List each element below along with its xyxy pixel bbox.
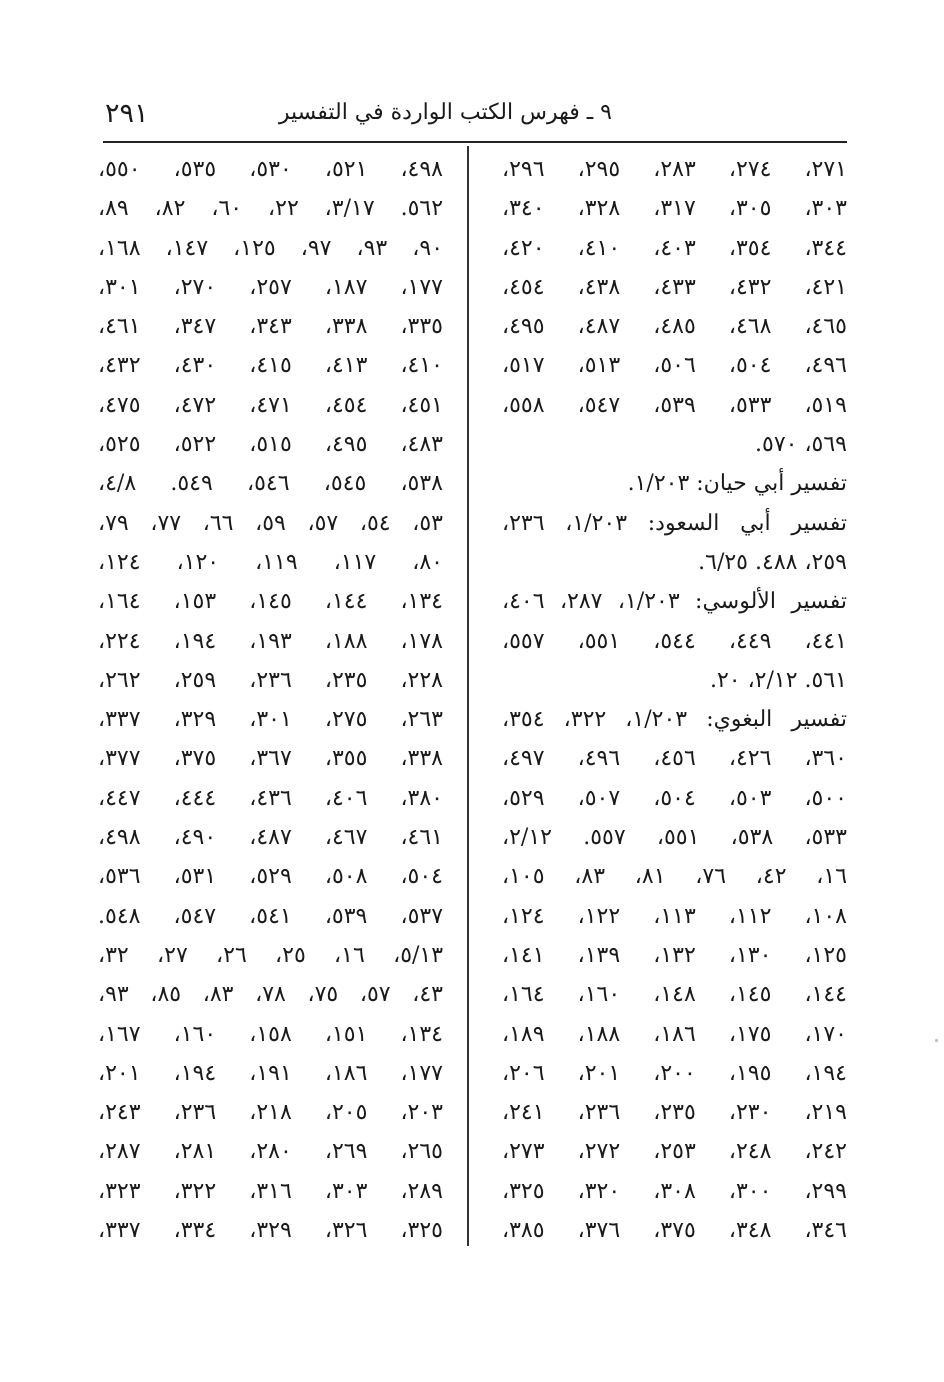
index-line: ٥٦٩، ٥٧٠.: [755, 432, 847, 458]
index-line: ٢٥٩، ٤٨٨. ٦/٢٥.: [698, 549, 847, 575]
index-line: تفسير البغوي: ١/٢٠٣، ٣٢٢، ٣٥٤،: [502, 707, 847, 733]
index-line: ٤٩٨، ٥٢١، ٥٣٠، ٥٣٥، ٥٥٠،: [98, 157, 443, 182]
index-line: ٣٣٥، ٣٣٨، ٣٤٣، ٣٤٧، ٤٦١،: [98, 314, 443, 340]
index-line: ٥٠٠، ٥٠٣، ٥٠٤، ٥٠٧، ٥٢٩،: [502, 785, 847, 811]
index-line: ٨٠، ١١٧، ١١٩، ١٢٠، ١٢٤،: [98, 549, 443, 575]
index-line: تفسير أبي السعود: ١/٢٠٣، ٢٣٦،: [502, 510, 847, 536]
index-line: ٥٠٤، ٥٠٨، ٥٢٩، ٥٣١، ٥٣٦،: [98, 864, 443, 890]
index-line: ٢٢٨، ٢٣٥، ٢٣٦، ٢٥٩، ٢٦٢،: [98, 667, 443, 693]
margin-mark: [935, 1039, 938, 1042]
index-line: ٤٨٣، ٤٩٥، ٥١٥، ٥٢٢، ٥٢٥،: [98, 432, 443, 458]
index-line: ٣٨٠، ٤٠٦، ٤٣٦، ٤٤٤، ٤٤٧،: [98, 785, 443, 811]
header-rule: [103, 141, 847, 143]
index-line: ٥٣٧، ٥٣٩، ٥٤١، ٥٤٧، ٥٤٨.: [98, 903, 443, 929]
index-line: ١٦، ٤٢، ٧٦، ٨١، ٨٣، ١٠٥،: [502, 864, 847, 890]
index-line: ٣٣٨، ٣٥٥، ٣٦٧، ٣٧٥، ٣٧٧،: [98, 746, 443, 772]
index-line: ١٧٠، ١٧٥، ١٨٦، ١٨٨، ١٨٩،: [502, 1021, 847, 1047]
left-column: [98, 150, 443, 1250]
index-line: ٢٦٣، ٢٧٥، ٣٠١، ٣٢٩، ٣٣٧،: [98, 707, 443, 733]
index-line: تفسير أبي حيان: ١/٢٠٣.: [627, 471, 847, 497]
index-line: ١٧٧، ١٨٦، ١٩١، ١٩٤، ٢٠١،: [98, 1060, 443, 1086]
index-line: ٣٦٠، ٤٢٦، ٤٥٦، ٤٩٦، ٤٩٧،: [502, 746, 847, 772]
index-line: ١٩٤، ١٩٥، ٢٠٠، ٢٠١، ٢٠٦،: [502, 1060, 847, 1086]
index-line: ٤١٠، ٤١٣، ٤١٥، ٤٣٠، ٤٣٢،: [98, 353, 443, 379]
index-line: ٤٦٥، ٤٦٨، ٤٨٥، ٤٨٧، ٤٩٥،: [502, 314, 847, 340]
index-line: ٣٤٤، ٣٥٤، ٤٠٣، ٤١٠، ٤٢٠،: [502, 235, 847, 261]
index-line: ٤٥١، ٤٥٤، ٤٧١، ٤٧٢، ٤٧٥،: [98, 392, 443, 418]
index-line: ٢٧١، ٢٧٤، ٢٨٣، ٢٩٥، ٢٩٦،: [502, 157, 847, 182]
index-line: ٣٤٦، ٣٤٨، ٣٧٥، ٣٧٦، ٣٨٥،: [502, 1218, 847, 1244]
index-line: ١٠٨، ١١٢، ١١٣، ١٢٢، ١٢٤،: [502, 903, 847, 929]
running-head: ٩ ـ فهرس الكتب الواردة في التفسير: [278, 100, 612, 125]
index-line: ٩٠، ٩٣، ٩٧، ١٢٥، ١٤٧، ١٦٨،: [98, 235, 443, 261]
index-line: ٢٦٥، ٢٦٩، ٢٨٠، ٢٨١، ٢٨٧،: [98, 1139, 443, 1165]
index-line: ٢٤٢، ٢٤٨، ٢٥٣، ٢٧٢، ٢٧٣،: [502, 1139, 847, 1165]
page-number: ٢٩١: [105, 98, 149, 129]
column-divider: [467, 146, 469, 1246]
index-line: ٥٣٣، ٥٣٨، ٥٥١، ٥٥٧. ٢/١٢،: [502, 825, 847, 851]
index-line: ١٤٤، ١٤٥، ١٤٨، ١٦٠، ١٦٤،: [502, 982, 847, 1008]
index-line: ١٣٤، ١٤٤، ١٤٥، ١٥٣، ١٦٤،: [98, 589, 443, 615]
index-line: تفسير الألوسي: ١/٢٠٣، ٢٨٧، ٤٠٦،: [502, 589, 847, 615]
index-line: ٥١٩، ٥٣٣، ٥٣٩، ٥٤٧، ٥٥٨،: [502, 392, 847, 418]
index-line: ٥٣، ٥٤، ٥٧، ٥٩، ٦٦، ٧٧، ٧٩،: [98, 510, 443, 536]
index-line: ٥٦١. ٢/١٢، ٢٠.: [709, 667, 847, 693]
index-line: ٥٦٢. ٣/١٧، ٢٢، ٦٠، ٨٢، ٨٩،: [98, 196, 443, 222]
index-line: ٤٢١، ٤٣٢، ٤٣٣، ٤٣٨، ٤٥٤،: [502, 274, 847, 300]
right-column: [502, 150, 847, 1250]
index-line: ٤٦١، ٤٦٧، ٤٨٧، ٤٩٠، ٤٩٨،: [98, 825, 443, 851]
index-line: ٣٢٥، ٣٢٦، ٣٢٩، ٣٣٤، ٣٣٧،: [98, 1218, 443, 1244]
index-line: ٤٣، ٥٧، ٧٥، ٧٨، ٨٣، ٨٥، ٩٣،: [98, 982, 443, 1008]
index-line: ٢٩٩، ٣٠٠، ٣٠٨، ٣٢٠، ٣٢٥،: [502, 1178, 847, 1204]
index-line: ٤٤١، ٤٤٩، ٥٤٤، ٥٥١، ٥٥٧،: [502, 628, 847, 654]
index-line: ٢٨٩، ٣٠٣، ٣١٦، ٣٢٢، ٣٢٣،: [98, 1178, 443, 1204]
index-line: ٤٩٦، ٥٠٤، ٥٠٦، ٥١٣، ٥١٧،: [502, 353, 847, 379]
index-line: ١٣٤، ١٥١، ١٥٨، ١٦٠، ١٦٧،: [98, 1021, 443, 1047]
index-line: ١٧٨، ١٨٨، ١٩٣، ١٩٤، ٢٢٤،: [98, 628, 443, 654]
index-line: ٥٣٨، ٥٤٥، ٥٤٦، ٥٤٩. ٤/٨،: [98, 471, 443, 497]
index-line: ١٢٥، ١٣٠، ١٣٢، ١٣٩، ١٤١،: [502, 942, 847, 968]
index-line: ٣٠٣، ٣٠٥، ٣١٧، ٣٢٨، ٣٤٠،: [502, 196, 847, 222]
index-line: ٢٠٣، ٢٠٥، ٢١٨، ٢٣٦، ٢٤٣،: [98, 1100, 443, 1126]
index-line: ٥/١٣، ١٦، ٢٥، ٢٦، ٢٧، ٣٢،: [98, 942, 443, 968]
index-line: ٢١٩، ٢٣٠، ٢٣٥، ٢٣٦، ٢٤١،: [502, 1100, 847, 1126]
index-line: ١٧٧، ١٨٧، ٢٥٧، ٢٧٠، ٣٠١،: [98, 274, 443, 300]
